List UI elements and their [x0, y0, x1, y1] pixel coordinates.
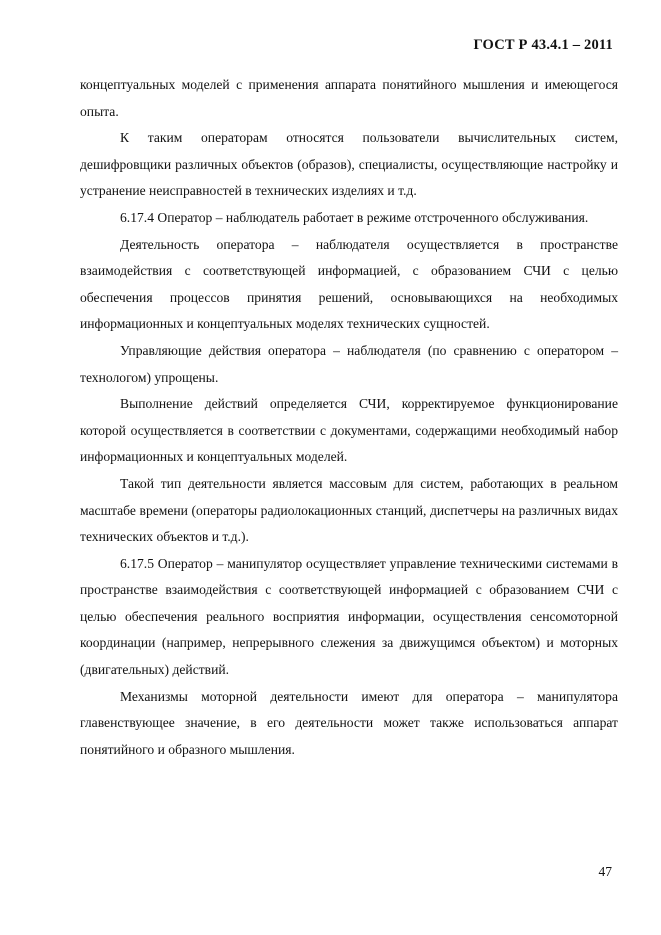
- paragraph-mass-activity: Такой тип деятельности является массовым для систем, работающих в реальном масштабе времени (операторы радиолокационных станций, диспетчеры на различных видах технических объектов и т.д.).: [80, 475, 618, 545]
- page-number: 47: [598, 864, 612, 879]
- paragraph-observer-control: Управляющие действия оператора – наблюдателя (по сравнению с оператором – технологом) упрощены.: [80, 342, 618, 385]
- page-body: [80, 72, 618, 763]
- paragraph-section-6-17-4: 6.17.4 Оператор – наблюдатель работает в режиме отстроченного обслуживания.: [120, 209, 589, 225]
- paragraph-operators-examples: К таким операторам относятся пользователи вычислительных систем, дешифровщики различных объектов (образов), специалисты, осуществляющие настройку и устранение неисправностей в технических изделиях и т.д.: [80, 130, 618, 199]
- document-header: ГОСТ Р 43.4.1 – 2011: [473, 37, 613, 53]
- paragraph-observer-activity: Деятельность оператора – наблюдателя осуществляется в пространстве взаимодействия с соответствующей информацией, с образованием СЧИ с целью обеспечения процессов принятия решений, основывающихся на необходимых информационных и концептуальных моделях технических сущностей.: [80, 236, 618, 332]
- paragraph-actions-execution: Выполнение действий определяется СЧИ, корректируемое функционирование которой осуществляется в соответствии с документами, содержащими необходимый набор информационных и концептуальных моделей.: [80, 396, 618, 465]
- paragraph-section-6-17-5: 6.17.5 Оператор – манипулятор осуществляет управление техническими системами в пространстве взаимодействия с соответствующей информацией с образованием СЧИ с целью обеспечения реального восприятия информации, осуществления сенсомоторной координации (например, непрерывного слежения за движущимся объектом) и моторных (двигательных) действий.: [80, 555, 618, 678]
- paragraph-motor-mechanisms: Механизмы моторной деятельности имеют для оператора – манипулятора главенствующее значение, в его деятельности может также использоваться аппарат понятийного и образного мышления.: [80, 688, 618, 757]
- paragraph-continuation: концептуальных моделей с применения аппарата понятийного мышления и имеющегося опыта.: [80, 77, 618, 119]
